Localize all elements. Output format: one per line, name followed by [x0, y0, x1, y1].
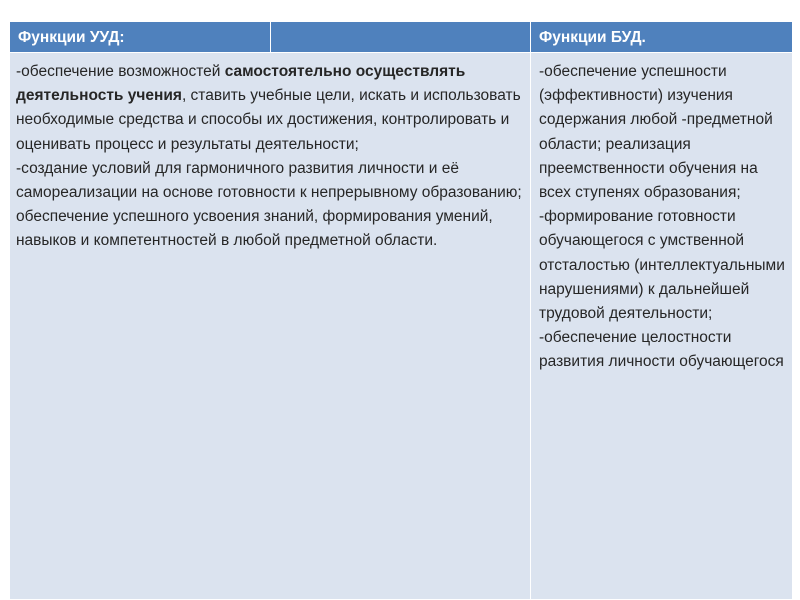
bud-paragraph-1: -обеспечение успешности (эффективности) изучения содержания любой -предметной области; реализация преемственности обучения на всех ступенях образования;: [539, 63, 773, 202]
bud-paragraph-2: -формирование готовности обучающегося с умственной отсталостью (интеллектуальными нарушениями) к дальнейшей трудовой деятельности;: [539, 208, 785, 323]
header-empty-cell: [271, 22, 531, 53]
uud-functions-cell: [10, 53, 531, 600]
header-uud-functions: Функции УУД:: [10, 22, 271, 53]
uud-paragraph-1: [16, 60, 522, 157]
bud-paragraph-3: -обеспечение целостности развития личности обучающегося: [539, 329, 784, 371]
functions-comparison-table: [9, 21, 793, 600]
header-bud-functions: Функции БУД.: [531, 22, 793, 53]
bud-functions-cell: [531, 53, 793, 600]
table-header-row: [10, 22, 793, 53]
uud-paragraph-2: -создание условий для гармоничного развития личности и её самореализации на основе готовности к непрерывному образованию; обеспечение успешного усвоения знаний, формирования умений, навыков и компетентностей в любой предметной области.: [16, 159, 522, 250]
uud-p1-bold-phrase: самостоятельно осуществлять деятельность учения: [16, 63, 466, 105]
uud-p1-text-end: , ставить учебные цели, искать и использовать необходимые средства и способы их достижения, контролировать и оценивать процесс и результаты деятельности;: [16, 87, 521, 153]
table-body-row: [10, 53, 793, 600]
uud-p1-text-start: -обеспечение возможностей: [16, 63, 225, 80]
